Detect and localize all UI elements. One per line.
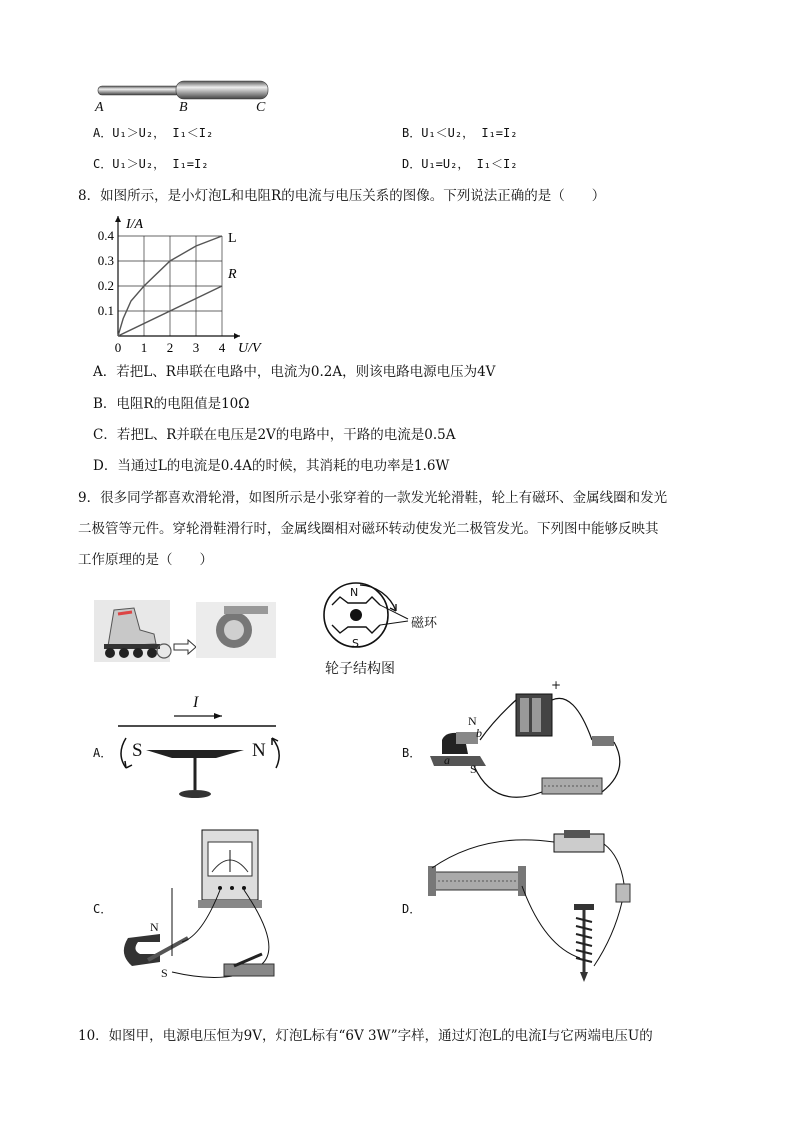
q9-stem-line2: 二极管等元件。穿轮滑鞋滑行时，金属线圈相对磁环转动使发光二极管发光。下列图中能够反映其 (78, 521, 659, 537)
wheel-n-label: N (350, 586, 359, 599)
figb-n-label: N (468, 714, 477, 728)
y-axis-label: I/A (126, 217, 144, 232)
q10-stem: 10．如图甲，电源电压恒为9V，灯泡L标有“6V 3W”字样，通过灯泡L的电流I与它两端电压U的 (78, 1028, 653, 1044)
q9-option-a-letter: A． (93, 746, 113, 760)
figb-plus-label: + (551, 678, 562, 692)
wire-label-b: B (179, 100, 188, 115)
q7-option-a: A．U₁＞U₂， I₁＜I₂ (93, 126, 214, 140)
series-label-L: L (228, 231, 237, 246)
q7-option-c: C．U₁＞U₂， I₁=I₂ (93, 157, 209, 171)
q9-figure-d-electromagnet-circuit (424, 826, 634, 986)
q8-stem: 8．如图所示，是小灯泡L和电阻R的电流与电压关系的图像。下列说法正确的是（ ） (78, 188, 606, 204)
q7-option-b: B．U₁＜U₂， I₁=I₂ (402, 126, 518, 140)
figa-s-label: S (132, 740, 143, 761)
x-tick-label: 0 (114, 340, 122, 355)
figa-current-label: I (193, 694, 199, 711)
q8-option-d: D．当通过L的电流是0.4A的时候，其消耗的电功率是1.6W (93, 458, 450, 474)
y-axis-arrow (115, 216, 121, 222)
q9-option-c-letter: C． (93, 902, 113, 916)
x-tick-label: 1 (140, 340, 148, 355)
y-tick-label: 0.3 (97, 253, 114, 268)
y-tick-label: 0.1 (97, 303, 114, 318)
q9-figure-c-galvanometer (112, 826, 282, 986)
q9-option-d-letter: D． (402, 902, 422, 916)
q9-figure-b-motor-circuit (424, 680, 634, 820)
series-label-R: R (228, 267, 237, 282)
q9-stem-line3: 工作原理的是（ ） (78, 552, 213, 568)
q8-option-c: C．若把L、R并联在电压是2V的电路中，干路的电流是0.5A (93, 427, 456, 443)
q8-option-a: A．若把L、R串联在电路中，电流为0.2A，则该电路电源电压为4V (93, 364, 496, 380)
figa-n-label: N (252, 740, 266, 761)
wheel-s-label: S (352, 637, 359, 650)
magnet-ring-label: 磁环 (411, 616, 438, 631)
y-tick-label: 0.4 (97, 228, 114, 243)
wire-label-a: A (95, 100, 104, 115)
x-tick-label: 4 (218, 340, 226, 355)
y-tick-label: 0.2 (97, 278, 114, 293)
skate-photo (94, 600, 276, 662)
q7-option-d: D．U₁=U₂， I₁＜I₂ (402, 157, 518, 171)
iv-chart (90, 212, 280, 360)
q9-option-b-letter: B． (402, 746, 422, 760)
wheel-caption: 轮子结构图 (325, 661, 395, 677)
x-tick-label: 3 (192, 340, 200, 355)
x-axis-arrow (234, 333, 240, 339)
q9-stem-line1: 9．很多同学都喜欢滑轮滑，如图所示是小张穿着的一款发光轮滑鞋，轮上有磁环、金属线圈和发光 (78, 490, 668, 506)
x-axis-label: U/V (238, 341, 261, 356)
q8-option-b: B．电阻R的电阻值是10Ω (93, 396, 250, 412)
figb-s-label: S (470, 762, 477, 776)
wire-label-c: C (256, 100, 266, 115)
figc-s-label: S (161, 966, 168, 980)
figb-b-label: b (476, 726, 482, 740)
figc-n-label: N (150, 920, 159, 934)
x-tick-label: 2 (166, 340, 174, 355)
figb-a-label: a (444, 753, 450, 767)
